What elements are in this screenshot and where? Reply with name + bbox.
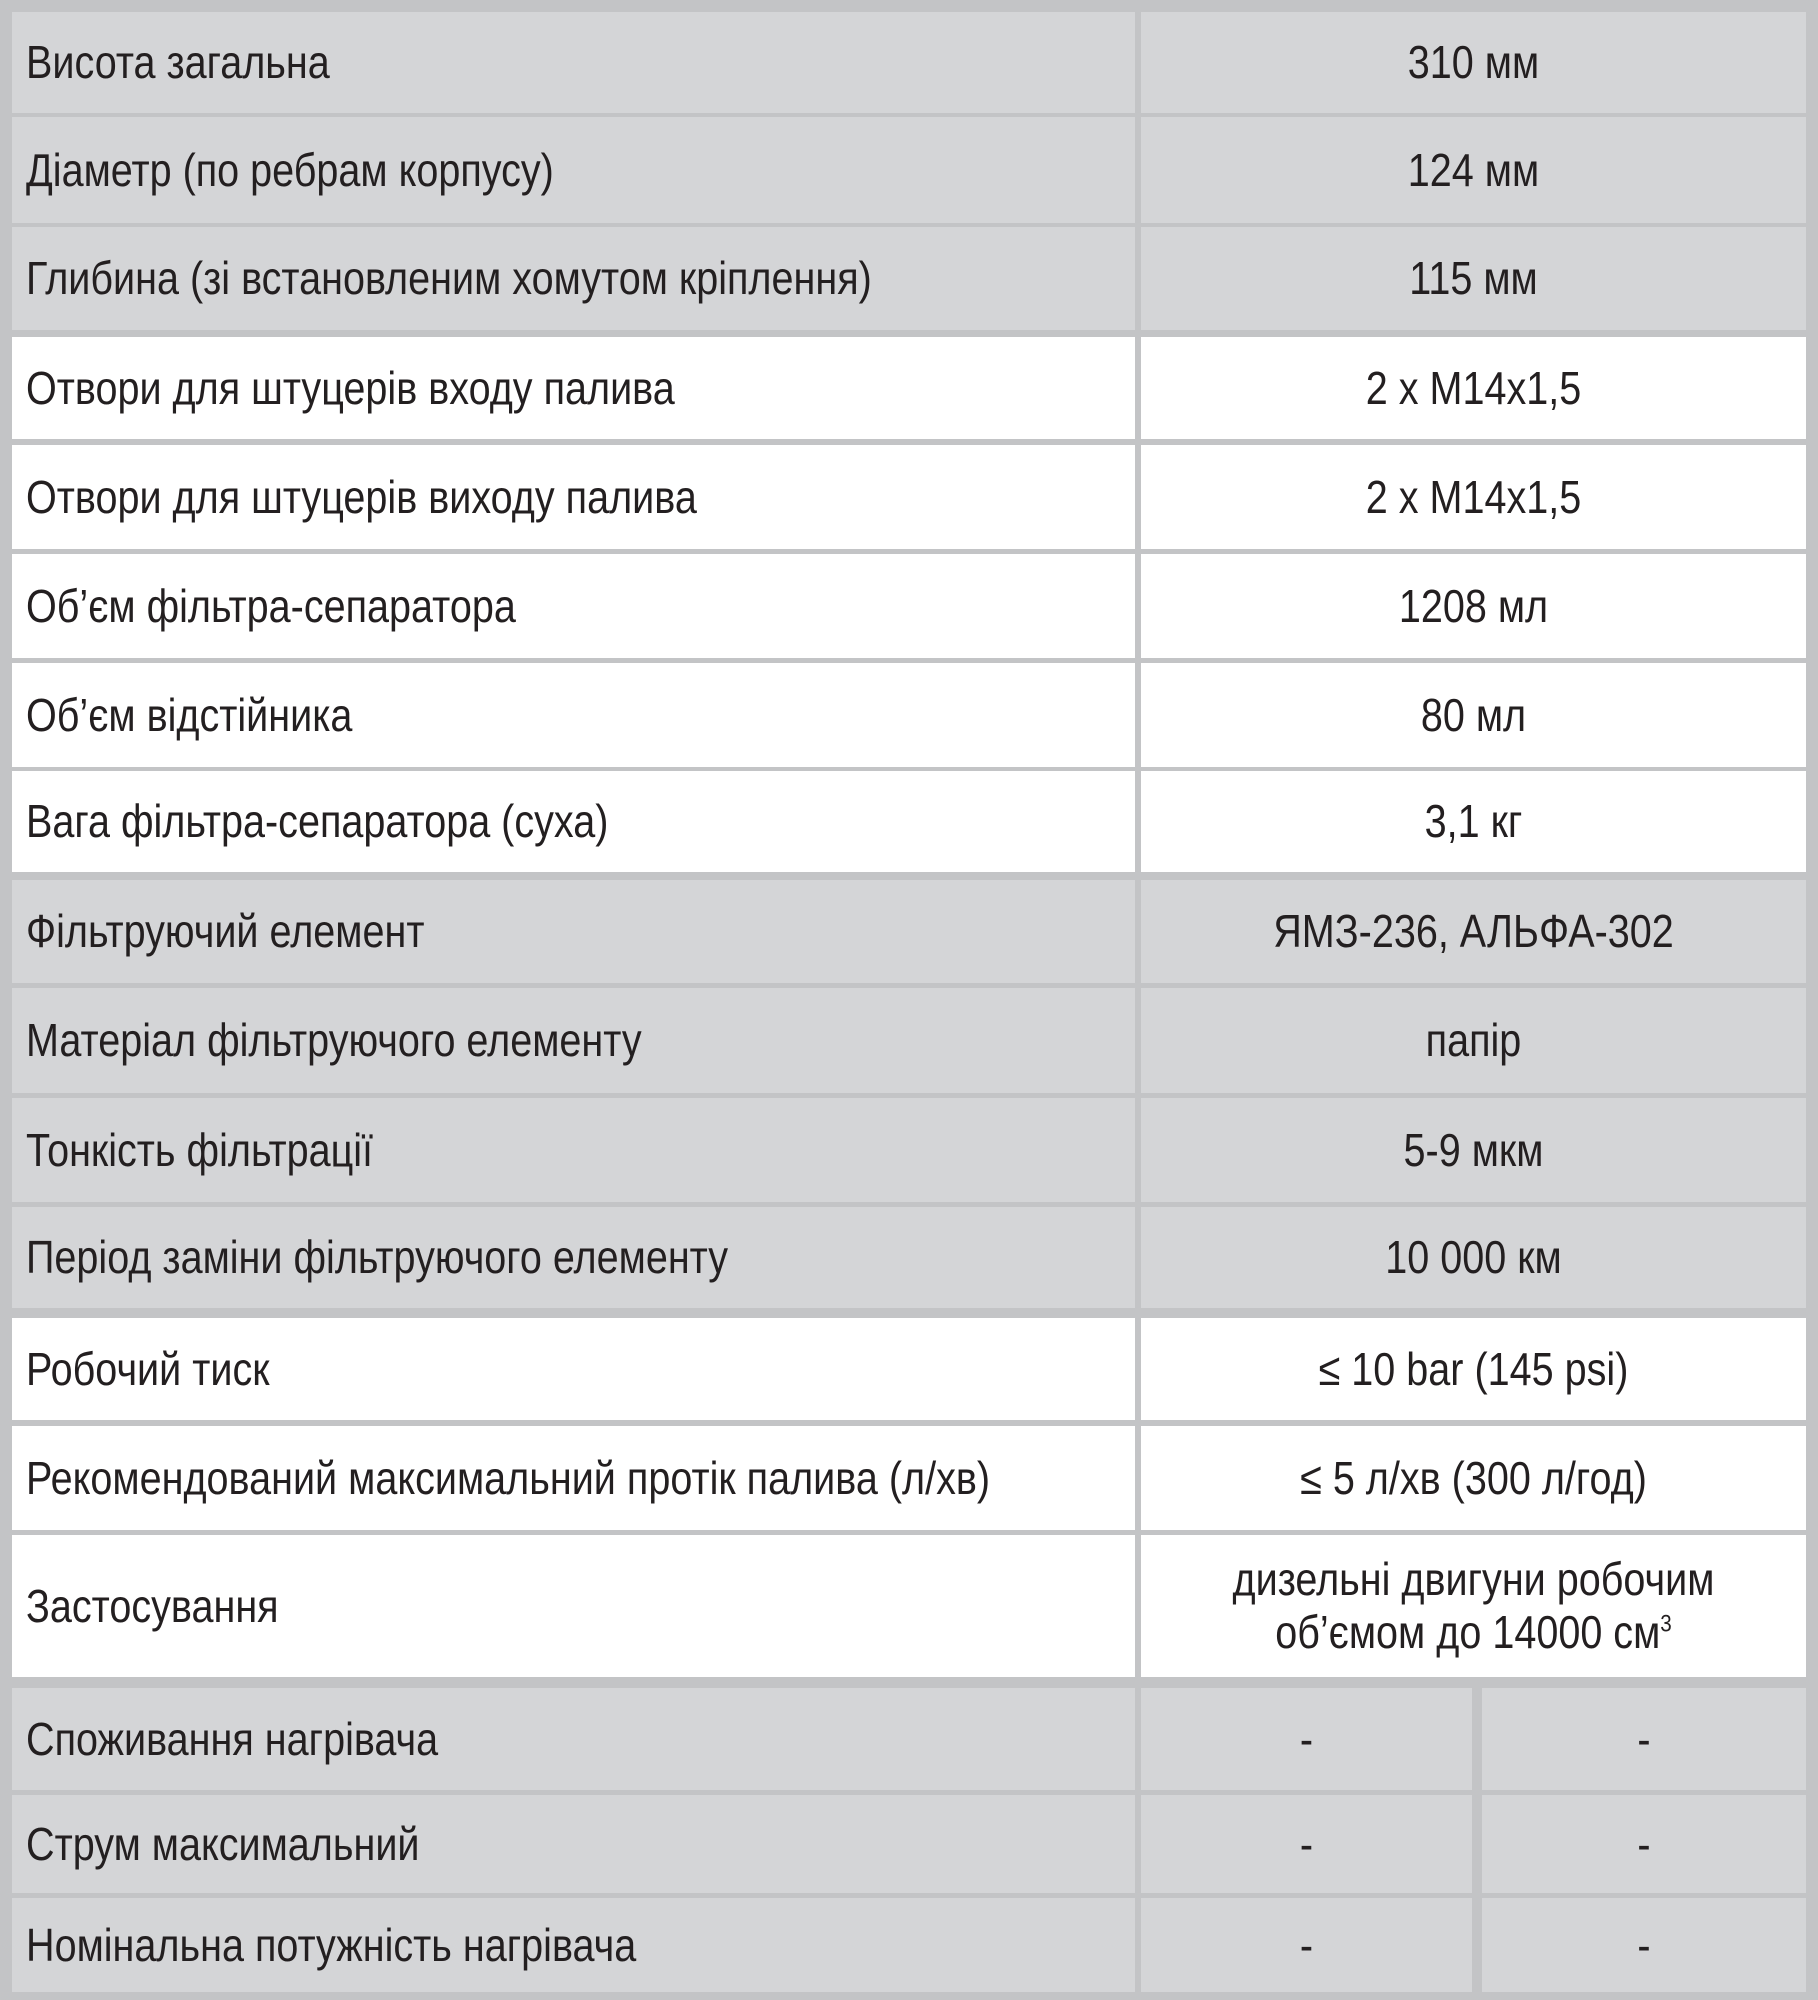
- row-label: Отвори для штуцерів виходу палива: [26, 470, 697, 523]
- table-row: [0, 1898, 1818, 1992]
- row-value: папір: [1425, 1014, 1522, 1067]
- row-value-b: -: [1637, 1712, 1651, 1765]
- row-label: Струм максимальний: [26, 1817, 420, 1870]
- row-value-text: об’ємом до 14000 см: [1275, 1606, 1661, 1658]
- row-label: Діаметр (по ребрам корпусу): [26, 143, 554, 196]
- table-row: [0, 1318, 1818, 1420]
- row-label: Фільтруючий елемент: [26, 905, 425, 958]
- row-label: Матеріал фільтруючого елементу: [26, 1014, 642, 1067]
- table-row: [0, 337, 1818, 439]
- row-value: 2 х М14х1,5: [1365, 470, 1582, 523]
- row-value-b: -: [1637, 1918, 1651, 1971]
- table-row: [0, 117, 1818, 223]
- row-value: ЯМЗ-236, АЛЬФА-302: [1273, 905, 1674, 958]
- row-label: Рекомендований максимальний протік палива (л/хв): [26, 1451, 991, 1504]
- table-row: [0, 12, 1818, 113]
- row-value: 3,1 кг: [1424, 795, 1523, 848]
- row-label: Період заміни фільтруючого елементу: [26, 1231, 729, 1284]
- table-row: [0, 1098, 1818, 1202]
- row-value: 115 мм: [1409, 252, 1538, 305]
- table-row: [0, 988, 1818, 1093]
- table-row: [0, 771, 1818, 872]
- row-label: Тонкість фільтрації: [26, 1123, 374, 1176]
- table-row: [0, 1795, 1818, 1893]
- row-value: ≤ 10 bar (145 psi): [1318, 1342, 1629, 1395]
- row-value: 80 мл: [1420, 688, 1527, 741]
- row-value: 1208 мл: [1398, 579, 1549, 632]
- row-value-a: -: [1299, 1712, 1314, 1765]
- row-label: Об’єм відстійника: [26, 688, 353, 741]
- row-value: 310 мм: [1407, 36, 1540, 89]
- table-row: [0, 227, 1818, 330]
- row-label: Вага фільтра-сепаратора (суха): [26, 795, 609, 848]
- row-value: [1188, 1535, 1760, 1677]
- table-row: [0, 1207, 1818, 1308]
- row-label: Застосування: [26, 1579, 279, 1632]
- row-label: Об’єм фільтра-сепаратора: [26, 579, 516, 632]
- table-row: [0, 663, 1818, 767]
- superscript: 3: [1660, 1610, 1672, 1638]
- row-label: Отвори для штуцерів входу палива: [26, 361, 675, 414]
- row-label: Глибина (зі встановленим хомутом кріплення): [26, 252, 872, 305]
- row-value: 124 мм: [1407, 143, 1540, 196]
- row-label: Висота загальна: [26, 36, 330, 89]
- row-value-a: -: [1299, 1817, 1314, 1870]
- table-row: [0, 1688, 1818, 1790]
- row-value-a: -: [1299, 1918, 1314, 1971]
- table-row: [0, 880, 1818, 983]
- row-value: 2 х М14х1,5: [1365, 361, 1582, 414]
- table-row: [0, 445, 1818, 549]
- row-value: 10 000 км: [1385, 1231, 1562, 1284]
- row-value: 5-9 мкм: [1403, 1123, 1544, 1176]
- row-value: ≤ 5 л/хв (300 л/год): [1300, 1451, 1647, 1504]
- table-row: [0, 1535, 1818, 1677]
- row-label: Споживання нагрівача: [26, 1712, 439, 1765]
- row-value-line: дизельні двигуни робочим: [1232, 1553, 1715, 1606]
- row-label: Номінальна потужність нагрівача: [26, 1918, 637, 1971]
- table-row: [0, 1426, 1818, 1530]
- row-label: Робочий тиск: [26, 1342, 270, 1395]
- table-row: [0, 554, 1818, 658]
- row-value-b: -: [1637, 1817, 1651, 1870]
- row-value-line: [1275, 1606, 1672, 1659]
